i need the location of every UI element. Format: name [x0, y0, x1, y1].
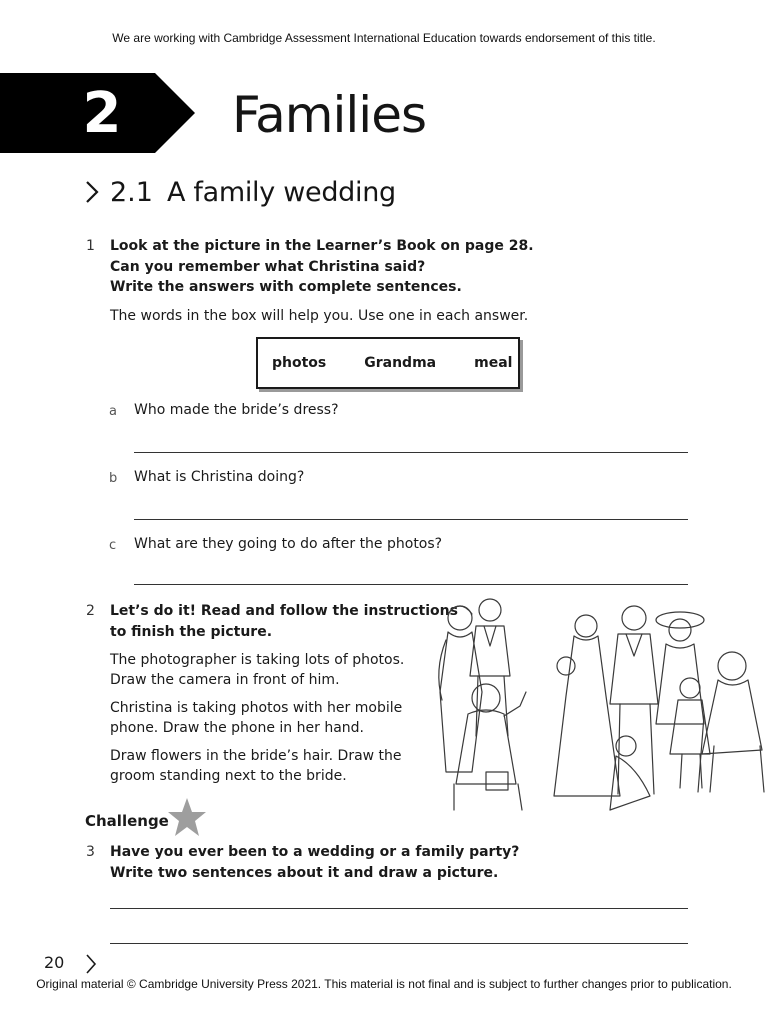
answer-line[interactable] — [134, 452, 688, 453]
question-number: 3 — [86, 844, 95, 860]
instruction-line: Write two sentences about it and draw a picture. — [110, 864, 499, 881]
section-heading — [84, 174, 396, 210]
chapter-title: Families — [232, 86, 427, 144]
answer-line[interactable] — [134, 519, 688, 520]
word-box-item: Grandma — [364, 355, 437, 371]
paragraph-line: Christina is taking photos with her mobile — [110, 700, 403, 716]
instruction-line: Let’s do it! Read and follow the instructions — [110, 603, 458, 619]
answer-line[interactable] — [110, 943, 688, 944]
section-title: A family wedding — [166, 176, 396, 208]
word-box — [256, 337, 520, 389]
item-question: What is Christina doing? — [134, 469, 305, 485]
instruction-paragraph — [110, 650, 404, 690]
chevron-right-icon — [84, 179, 100, 205]
paragraph-line: Draw the camera in front of him. — [110, 672, 340, 688]
item-letter: b — [109, 471, 118, 486]
word-box-item: photos — [272, 355, 327, 371]
paragraph-line: phone. Draw the phone in her hand. — [110, 720, 364, 736]
instruction-line: Have you ever been to a wedding or a family party? — [110, 844, 520, 860]
answer-line[interactable] — [110, 908, 688, 909]
chapter-number: 2 — [82, 81, 122, 146]
star-icon — [166, 796, 208, 838]
question-number: 1 — [86, 238, 95, 254]
paragraph-line: Draw flowers in the bride’s hair. Draw the — [110, 748, 402, 764]
instruction-line: Can you remember what Christina said? — [110, 258, 426, 275]
section-number: 2.1 — [110, 176, 153, 208]
question-number: 2 — [86, 603, 95, 619]
item-letter: a — [109, 404, 117, 419]
endorsement-note: We are working with Cambridge Assessment International Education towards endorsement of this title. — [112, 31, 656, 45]
question-instructions — [110, 601, 458, 642]
page-number: 20 — [44, 953, 65, 972]
instruction-paragraph — [110, 698, 402, 738]
instruction-line: Write the answers with complete sentences. — [110, 279, 462, 295]
instruction-line: to finish the picture. — [110, 623, 273, 640]
item-letter: c — [109, 538, 117, 553]
word-box-item: meal — [474, 355, 513, 371]
item-question: What are they going to do after the photos? — [134, 536, 443, 552]
question-hint: The words in the box will help you. Use one in each answer. — [110, 308, 529, 324]
item-question: Who made the bride’s dress? — [134, 402, 339, 418]
wedding-illustration — [424, 596, 768, 818]
answer-line[interactable] — [134, 584, 688, 585]
copyright-footer: Original material © Cambridge University Press 2021. This material is not final and is subject to further changes prior to publication. — [36, 977, 732, 991]
instruction-line: Look at the picture in the Learner’s Book on page 28. — [110, 238, 534, 254]
instruction-paragraph — [110, 746, 402, 786]
challenge-label: Challenge — [85, 812, 169, 830]
paragraph-line: groom standing next to the bride. — [110, 768, 347, 784]
paragraph-line: The photographer is taking lots of photos. — [110, 652, 405, 668]
question-instructions — [110, 236, 534, 298]
question-instructions — [110, 842, 519, 883]
chevron-right-icon — [85, 953, 97, 975]
